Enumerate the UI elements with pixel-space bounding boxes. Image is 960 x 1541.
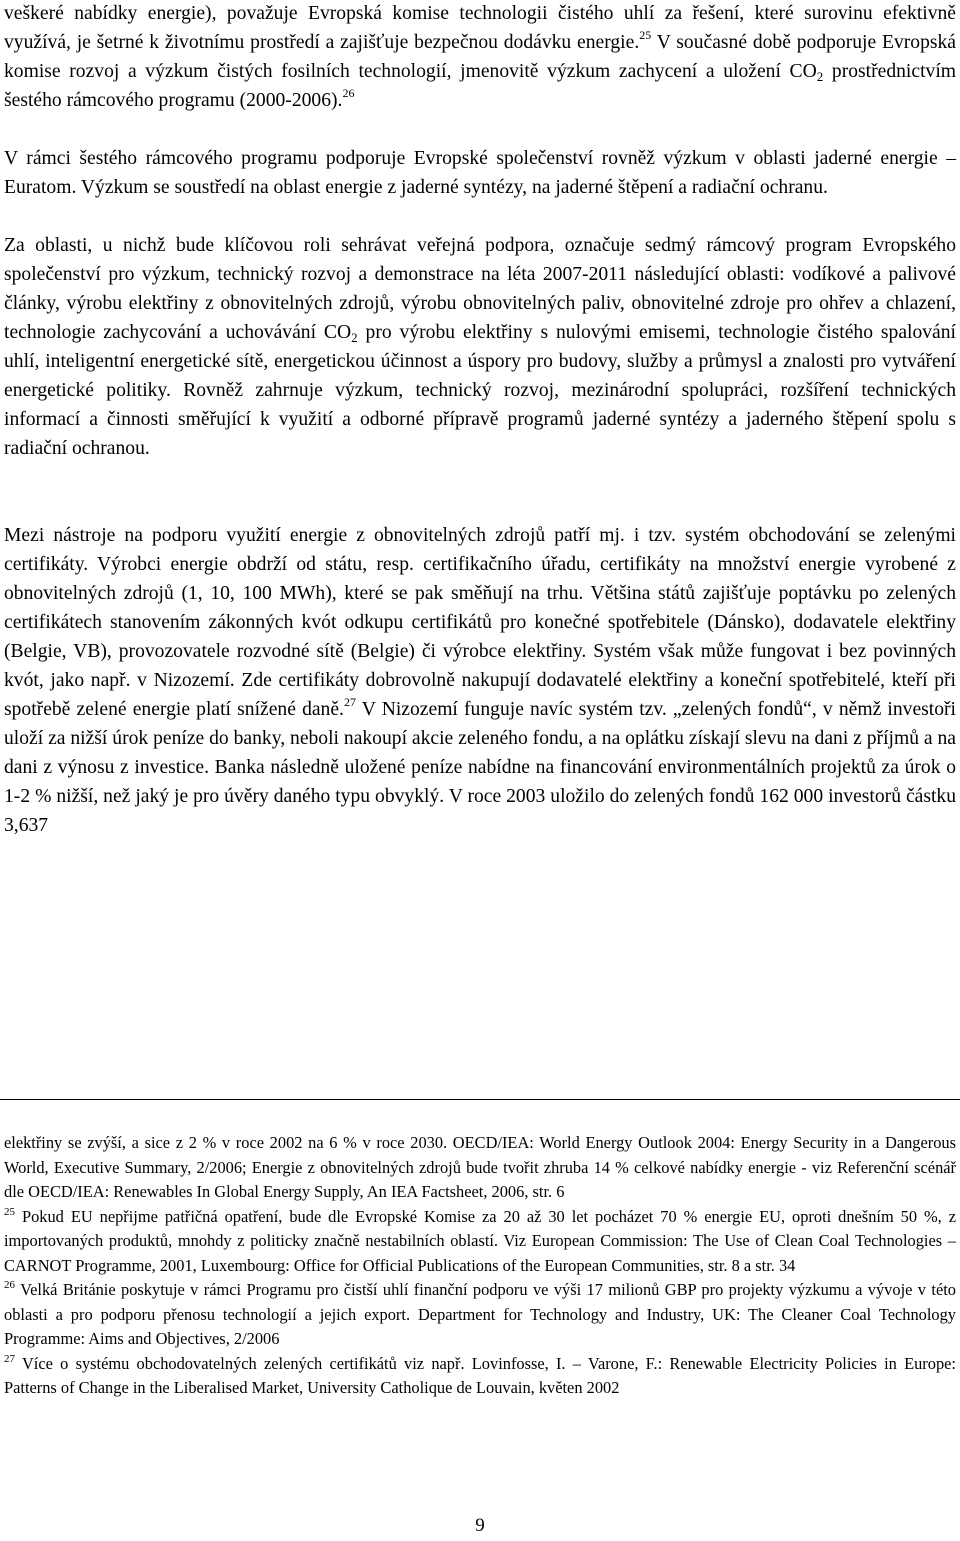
footnote-26 — [4, 1278, 956, 1352]
footnote-25 — [4, 1205, 956, 1279]
page-number: 9 — [475, 1515, 485, 1536]
co2-subscript: 2 — [816, 69, 824, 84]
paragraph-text: prostřednictvím šestého rámcového programu (2000-2006). — [4, 61, 956, 111]
paragraph-text: Za oblasti, u nichž bude klíčovou roli sehrávat veřejná podpora, označuje sedmý rámcový program Evropského společenství pro výzkum, technický rozvoj a demonstrace na léta 2007-2011 následující oblasti: vodíkové a palivové články, výrobu elektřiny z obnovitelných zdrojů, výrobu obnovitelných paliv, obnovitelné zdroje pro ohřev a chlazení, technologie zachycování a uchovávání CO — [4, 235, 956, 343]
paragraph-text: V současné době podporuje Evropská komise rozvoj a výzkum čistých fosilních technologií, jmenovitě výzkum zachycení a uložení CO — [4, 32, 957, 82]
paragraph-text: Mezi nástroje na podporu využití energie z obnovitelných zdrojů patří mj. i tzv. systém obchodování se zelenými certifikáty. Výrobci energie obdrží od státu, resp. certifikačního úřadu, certifikáty na množství energie vyrobené z obnovitelných zdrojů (1, 10, 100 MWh), které se pak směňují na trhu. Většina států zajišťuje poptávku po zelených certifikátech stanovením zákonných kvót odkupu certifikátů pro konečné spotřebitele (Dánsko), dodavatele elektřiny (Belgie, VB), provozovatele rozvodné sítě (Belgie) či výrobce elektřiny. Systém však může fungovat i bez povinných kvót, jako např. v Nizozemí. Zde certifikáty dobrovolně nakupují dodavatelé elektřiny a koneční spotřebitelé, kteří při spotřebě zelené energie platí snížené daně. — [4, 525, 956, 720]
footnote-ref-27[interactable]: 27 — [343, 695, 356, 709]
footnote-text: Pokud EU nepřijme patřičná opatření, bude dle Evropské Komise za 20 až 30 let pocházet 70 % energie EU, oproti dnešním 50 %, z importovaných produktů, mnohdy z politicky značně nestabilních oblastí. Viz European Commission: The Use of Clean Coal Technologies – CARNOT Programme, 2001, Luxembourg: Office for Official Publications of the European Communities, str. 8 a str. 34 — [4, 1206, 956, 1275]
footnote-number: 26 — [4, 1279, 15, 1291]
footnote-continued: elektřiny se zvýší, a sice z 2 % v roce 2002 na 6 % v roce 2030. OECD/IEA: World Energy Outlook 2004: Energy Security in a Dangerous World, Executive Summary, 2/2006; Energie z obnovitelných zdrojů bude tvořit zhruba 14 % celkové nabídky energie - viz Referenční scénář dle OECD/IEA: Renewables In Global Energy Supply, An IEA Factsheet, 2006, str. 6 — [4, 1133, 956, 1201]
co2-subscript: 2 — [351, 330, 358, 345]
footnote-ref-25[interactable]: 25 — [639, 28, 652, 42]
footnote-number: 27 — [4, 1352, 15, 1365]
footnotes — [4, 1131, 956, 1401]
footnote-text: Více o systému obchodovatelných zelených certifikátů viz např. Lovinfosse, I. – Varone, F.: Renewable Electricity Policies in Europe: Patterns of Change in the Liberalised Market, University Catholique de Louvain, květen 2002 — [4, 1353, 956, 1397]
paragraph-clean-coal — [4, 0, 956, 115]
footnote-ref-26[interactable]: 26 — [342, 86, 355, 100]
footnote-text: Velká Británie poskytuje v rámci Programu pro čistší uhlí finanční podporu ve výši 17 milionů GBP pro projekty výzkumu a vývoje v této oblasti a pro podporu přenosu technologií a jejich export. Department for Technology and Industry, UK: The Cleaner Coal Technology Programme: Aims and Objectives, 2/2006 — [4, 1280, 956, 1348]
footnote-number: 25 — [4, 1205, 15, 1218]
footnote-separator — [0, 1099, 960, 1100]
paragraph-seventh-framework — [4, 231, 956, 463]
paragraph-text: V Nizozemí funguje navíc systém tzv. „zelených fondů“, v němž investoři uloží za nižší úrok peníze do banky, neboli nakoupí akcie zeleného fondu, a na oplátku získají slevu na dani z příjmů a na dani z výnosu z investice. Banka následně uložené peníze nabídne na financování environmentálních projektů za úrok o 1-2 % nižší, než jaký je pro úvěry daného typu obvyklý. V roce 2003 uložilo do zelených fondů 162 000 investorů částku 3,637 — [4, 699, 956, 836]
footnote-27 — [4, 1352, 956, 1401]
paragraph-euratom: V rámci šestého rámcového programu podporuje Evropské společenství rovněž výzkum v oblasti jaderné energie – Euratom. Výzkum se soustředí na oblast energie z jaderné syntézy, na jaderné štěpení a radiační ochranu. — [4, 148, 956, 198]
paragraph-text: pro výrobu elektřiny s nulovými emisemi, technologie čistého spalování uhlí, inteligentní energetické sítě, energetickou účinnost a úspory pro budovy, služby a průmysl a znalosti pro vytváření energetické politiky. Rovněž zahrnuje výzkum, technický rozvoj, mezinárodní spolupráci, rozšíření technických informací a činnosti směřující k využití a odborné přípravě programů jaderné syntézy a jaderného štěpení spolu s radiační ochranou. — [4, 322, 956, 459]
paragraph-green-certificates — [4, 521, 956, 840]
paragraph-text: veškeré nabídky energie), považuje Evropská komise technologii čistého uhlí za řešení, které surovinu efektivně využívá, je šetrné k životnímu prostředí a zajišťuje bezpečnou dodávku energie. — [4, 3, 956, 53]
main-text — [4, 0, 956, 840]
